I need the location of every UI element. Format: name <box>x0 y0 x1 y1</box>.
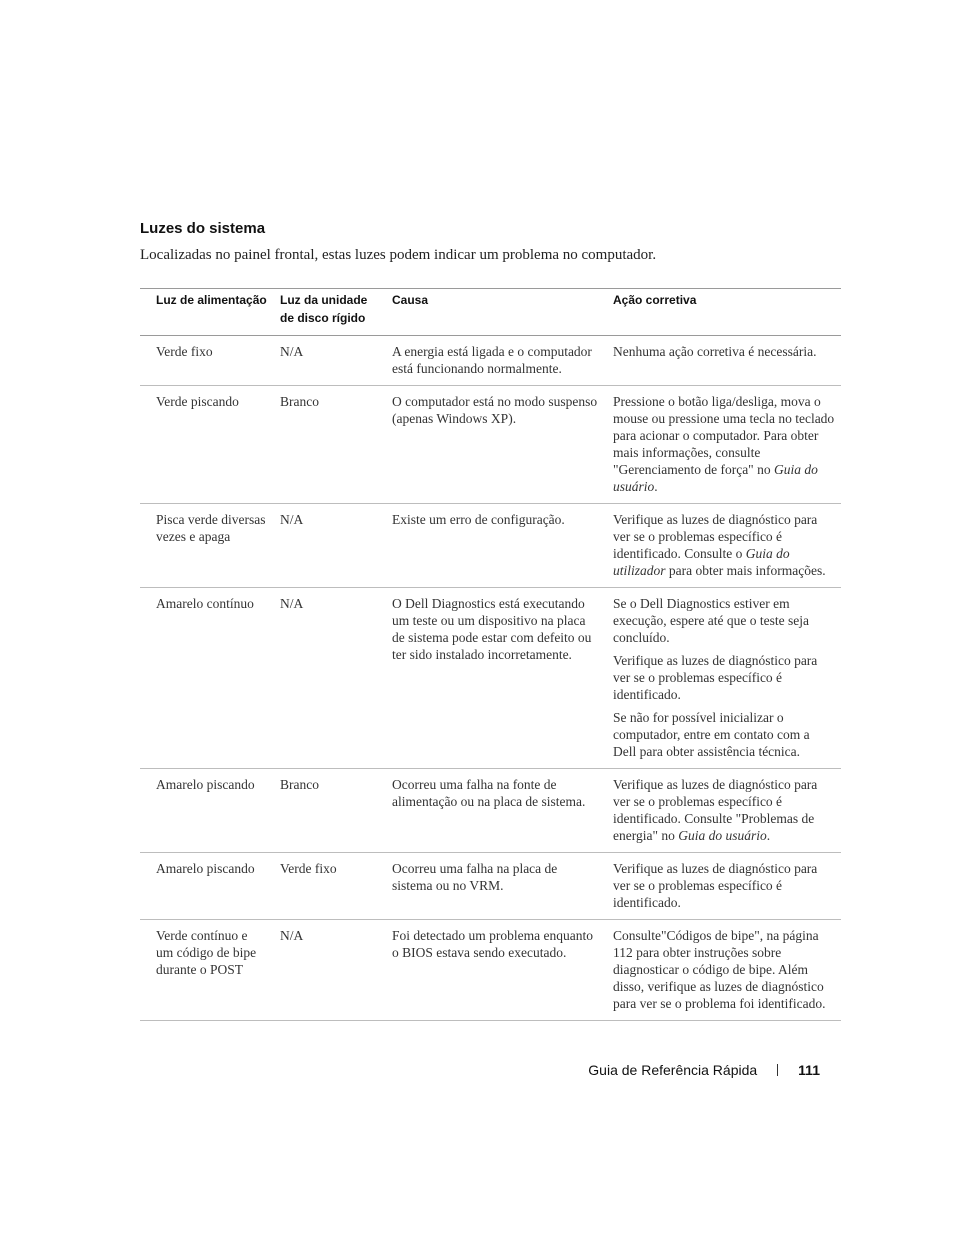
corrective-action-paragraph <box>613 709 835 760</box>
system-lights-table <box>140 288 841 1021</box>
corrective-action-cell <box>607 920 841 1021</box>
corrective-action-cell <box>607 853 841 920</box>
corrective-action-paragraph <box>613 652 835 703</box>
cause-cell: O computador está no modo suspenso (apenas Windows XP). <box>392 394 598 426</box>
table-body <box>140 336 841 1021</box>
cause-cell: O Dell Diagnostics está executando um teste ou um dispositivo na placa de sistema pode estar com defeito ou ter sido instalado incorretamente. <box>392 596 592 662</box>
hdd-light-cell: Branco <box>280 394 319 409</box>
table-row <box>140 920 841 1021</box>
section-title: Luzes do sistema <box>140 220 266 237</box>
header-power-light: Luz de alimentação <box>156 293 267 307</box>
corrective-action-paragraph <box>613 595 835 646</box>
hdd-light-cell: N/A <box>280 344 304 359</box>
action-text: Consulte"Códigos de bipe", na página 112 para obter instruções sobre diagnosticar o código de bipe. Além disso, verifique as luzes de diagnóstico para ver se o problema foi identificado. <box>613 928 826 1011</box>
corrective-action-cell <box>607 386 841 504</box>
action-text: Pressione o botão liga/desliga, mova o mouse ou pressione uma tecla no teclado para acionar o computador. Para obter mais informações, consulte "Gerenciamento de força" no <box>613 394 835 477</box>
corrective-action-paragraph <box>613 927 835 1012</box>
power-light-cell: Amarelo piscando <box>156 777 255 792</box>
corrective-action-cell <box>607 336 841 386</box>
hdd-light-cell: N/A <box>280 512 304 527</box>
cause-cell: Foi detectado um problema enquanto o BIOS estava sendo executado. <box>392 928 593 960</box>
hdd-light-cell: N/A <box>280 596 304 611</box>
action-text: Se o Dell Diagnostics estiver em execução, espere até que o teste seja concluído. <box>613 596 810 645</box>
action-text: Verifique as luzes de diagnóstico para ver se o problemas específico é identificado. Consulte "Problemas de energia" no <box>613 777 818 843</box>
action-text: Verifique as luzes de diagnóstico para ver se o problemas específico é identificado. <box>613 861 818 910</box>
power-light-cell: Verde piscando <box>156 394 239 409</box>
footer-divider <box>777 1064 778 1076</box>
header-corrective-action: Ação corretiva <box>613 293 697 307</box>
table-row <box>140 588 841 769</box>
page-footer <box>588 1062 820 1078</box>
corrective-action-cell <box>607 769 841 853</box>
cause-cell: Ocorreu uma falha na placa de sistema ou no VRM. <box>392 861 558 893</box>
corrective-action-cell <box>607 504 841 588</box>
hdd-light-cell: Verde fixo <box>280 861 337 876</box>
header-hdd-light: Luz da unidade de disco rígido <box>280 293 368 325</box>
table-row <box>140 853 841 920</box>
power-light-cell: Pisca verde diversas vezes e apaga <box>156 512 266 544</box>
guide-reference: Guia do utilizador <box>613 546 790 578</box>
table-header-row <box>140 289 841 336</box>
guide-reference: Guia do usuário <box>678 828 767 843</box>
power-light-cell: Verde contínuo e um código de bipe durante o POST <box>156 928 257 977</box>
table-row <box>140 504 841 588</box>
header-cause: Causa <box>392 293 429 307</box>
action-text: Verifique as luzes de diagnóstico para ver se o problemas específico é identificado. <box>613 653 818 702</box>
table-row <box>140 336 841 386</box>
action-text: . <box>766 828 771 843</box>
cause-cell: Existe um erro de configuração. <box>392 512 565 527</box>
corrective-action-paragraph <box>613 393 835 495</box>
power-light-cell: Amarelo piscando <box>156 861 255 876</box>
corrective-action-paragraph <box>613 511 835 579</box>
corrective-action-paragraph <box>613 776 835 844</box>
hdd-light-cell: N/A <box>280 928 304 943</box>
cause-cell: Ocorreu uma falha na fonte de alimentação ou na placa de sistema. <box>392 777 586 809</box>
corrective-action-cell <box>607 588 841 769</box>
table-row <box>140 769 841 853</box>
table-row <box>140 386 841 504</box>
cause-cell: A energia está ligada e o computador está funcionando normalmente. <box>392 344 592 376</box>
corrective-action-paragraph <box>613 860 835 911</box>
action-text: Nenhuma ação corretiva é necessária. <box>613 344 817 359</box>
action-text: . <box>654 479 658 494</box>
action-text: para obter mais informações. <box>665 563 826 578</box>
action-text: Verifique as luzes de diagnóstico para ver se o problemas específico é identificado. Consulte o <box>613 512 818 561</box>
corrective-action-paragraph <box>613 343 835 360</box>
hdd-light-cell: Branco <box>280 777 319 792</box>
action-text: Se não for possível inicializar o computador, entre em contato com a Dell para obter assistência técnica. <box>613 710 810 759</box>
intro-paragraph: Localizadas no painel frontal, estas luzes podem indicar um problema no computador. <box>140 247 657 263</box>
power-light-cell: Amarelo contínuo <box>156 596 254 611</box>
power-light-cell: Verde fixo <box>156 344 213 359</box>
page-number: 111 <box>798 1062 820 1078</box>
footer-title: Guia de Referência Rápida <box>588 1062 758 1078</box>
guide-reference: Guia do usuário <box>613 462 818 494</box>
